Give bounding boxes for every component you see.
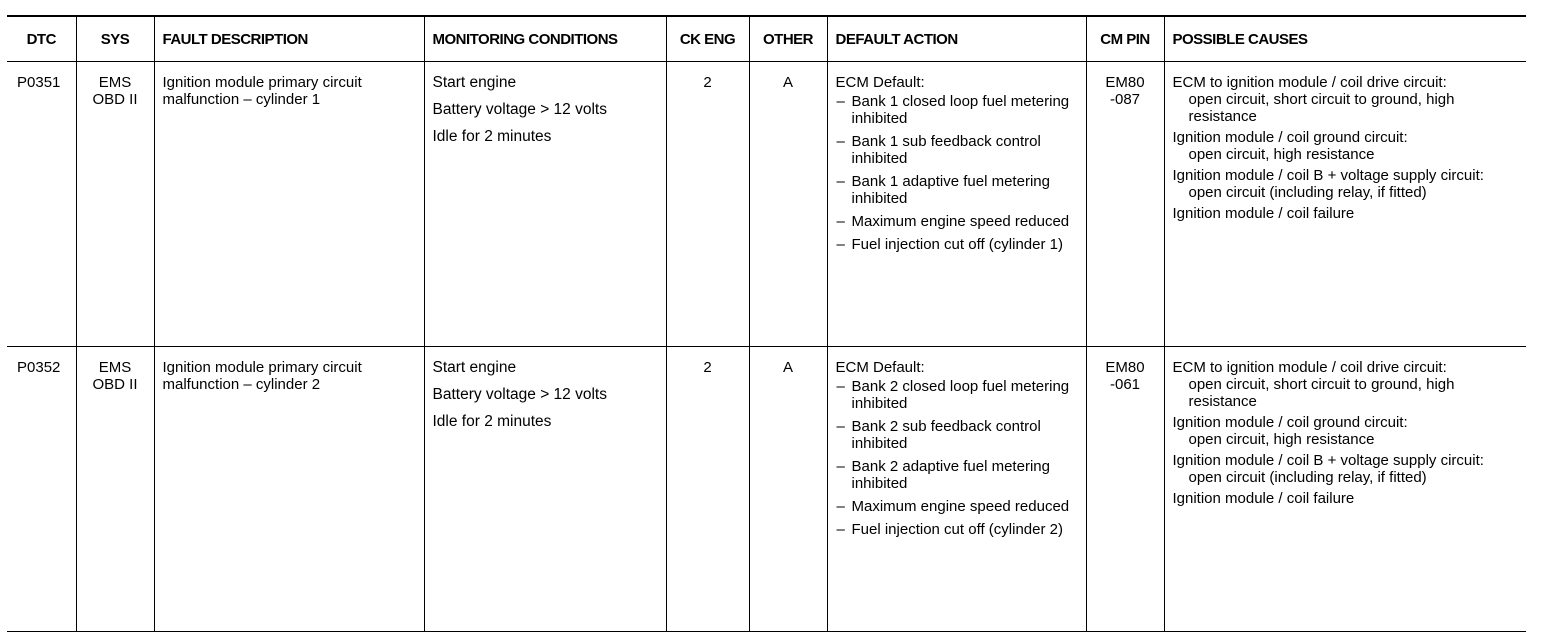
column-header-monitoring-conditions: MONITORING CONDITIONS bbox=[424, 16, 666, 62]
default-action-item: – Bank 2 sub feedback control inhibited bbox=[836, 418, 1041, 452]
possible-cause bbox=[1165, 452, 1527, 486]
monitoring-condition: Idle for 2 minutes bbox=[432, 128, 552, 145]
monitoring-conditions-cell bbox=[424, 347, 666, 632]
possible-cause bbox=[1165, 414, 1527, 448]
default-action-text: Bank 2 closed loop fuel metering inhibited bbox=[851, 378, 1070, 412]
column-header-other: OTHER bbox=[749, 16, 827, 62]
possible-cause-main: ECM to ignition module / coil drive circuit: bbox=[1172, 74, 1447, 91]
possible-cause-main: Ignition module / coil failure bbox=[1172, 490, 1355, 507]
possible-cause-main: Ignition module / coil failure bbox=[1172, 205, 1355, 222]
default-action-item: – Maximum engine speed reduced bbox=[836, 498, 1070, 515]
column-header-possible-causes: POSSIBLE CAUSES bbox=[1164, 16, 1526, 62]
possible-cause-detail: open circuit, short circuit to ground, high resistance bbox=[1188, 376, 1455, 410]
sys-line: EMS bbox=[98, 74, 132, 91]
possible-cause-detail: open circuit (including relay, if fitted) bbox=[1188, 469, 1427, 486]
possible-cause-main: ECM to ignition module / coil drive circuit: bbox=[1172, 359, 1447, 376]
cm-pin-line: EM80 bbox=[1105, 74, 1145, 91]
dtc-cell: P0351 bbox=[17, 74, 61, 91]
default-action-text: Bank 2 adaptive fuel metering inhibited bbox=[851, 458, 1050, 492]
default-action-item: – Bank 1 closed loop fuel metering inhibited bbox=[836, 93, 1070, 127]
sys-line: EMS bbox=[98, 359, 132, 376]
cm-pin-line: EM80 bbox=[1105, 359, 1145, 376]
cm-pin-line: -061 bbox=[1109, 376, 1141, 393]
column-header-default-action: DEFAULT ACTION bbox=[827, 16, 1086, 62]
default-action-item: – Bank 1 sub feedback control inhibited bbox=[836, 133, 1041, 167]
default-action-cell bbox=[827, 62, 1086, 347]
possible-cause-main: Ignition module / coil B + voltage supply circuit: bbox=[1172, 167, 1484, 184]
monitoring-condition: Idle for 2 minutes bbox=[432, 413, 552, 430]
fault-description-cell: Ignition module primary circuit malfunction – cylinder 2 bbox=[154, 347, 424, 632]
monitoring-condition: Start engine bbox=[432, 359, 517, 376]
cm-pin-cell bbox=[1086, 347, 1164, 632]
column-header-dtc: DTC bbox=[26, 30, 56, 48]
column-header-cm-pin: CM PIN bbox=[1086, 16, 1164, 62]
dtc-cell: P0352 bbox=[17, 359, 61, 376]
other-cell: A bbox=[749, 347, 827, 632]
table-row bbox=[7, 347, 1526, 632]
dtc-table bbox=[7, 15, 1526, 632]
possible-cause bbox=[1165, 129, 1527, 163]
default-action-cell bbox=[827, 347, 1086, 632]
default-action-item: – Fuel injection cut off (cylinder 2) bbox=[836, 521, 1063, 538]
default-action-heading: ECM Default: bbox=[835, 359, 925, 376]
monitoring-condition: Start engine bbox=[432, 74, 517, 91]
default-action-item: – Fuel injection cut off (cylinder 1) bbox=[836, 236, 1063, 253]
default-action-heading: ECM Default: bbox=[835, 74, 925, 91]
possible-causes-cell bbox=[1164, 62, 1526, 347]
default-action-text: Bank 1 closed loop fuel metering inhibited bbox=[851, 93, 1070, 127]
ck-eng-cell: 2 bbox=[666, 62, 749, 347]
possible-cause bbox=[1165, 490, 1527, 507]
possible-cause-main: Ignition module / coil ground circuit: bbox=[1172, 129, 1408, 146]
sys-line: OBD II bbox=[92, 376, 138, 393]
column-header-ck-eng: CK ENG bbox=[666, 16, 749, 62]
default-action-text: Bank 1 adaptive fuel metering inhibited bbox=[851, 173, 1050, 207]
possible-cause-detail: open circuit, short circuit to ground, high resistance bbox=[1188, 91, 1455, 125]
cm-pin-cell bbox=[1086, 62, 1164, 347]
monitoring-condition: Battery voltage > 12 volts bbox=[432, 101, 607, 118]
cm-pin-line: -087 bbox=[1109, 91, 1141, 108]
default-action-item: – Maximum engine speed reduced bbox=[836, 213, 1070, 230]
possible-cause bbox=[1165, 167, 1527, 201]
possible-cause-detail: open circuit, high resistance bbox=[1188, 431, 1375, 448]
default-action-text: Fuel injection cut off (cylinder 1) bbox=[851, 236, 1063, 253]
default-action-text: Maximum engine speed reduced bbox=[851, 498, 1070, 515]
ck-eng-cell: 2 bbox=[666, 347, 749, 632]
default-action-text: Bank 1 sub feedback control inhibited bbox=[851, 133, 1041, 167]
table-row bbox=[7, 62, 1526, 347]
fault-description-cell: Ignition module primary circuit malfunction – cylinder 1 bbox=[154, 62, 424, 347]
possible-cause-main: Ignition module / coil B + voltage supply circuit: bbox=[1172, 452, 1484, 469]
possible-cause bbox=[1165, 359, 1527, 410]
header-row bbox=[7, 16, 1526, 62]
possible-cause bbox=[1165, 74, 1527, 125]
possible-cause-detail: open circuit, high resistance bbox=[1188, 146, 1375, 163]
possible-cause-detail: open circuit (including relay, if fitted) bbox=[1188, 184, 1427, 201]
default-action-item: – Bank 2 closed loop fuel metering inhibited bbox=[836, 378, 1070, 412]
default-action-text: Fuel injection cut off (cylinder 2) bbox=[851, 521, 1063, 538]
monitoring-conditions-cell bbox=[424, 62, 666, 347]
possible-causes-cell bbox=[1164, 347, 1526, 632]
sys-line: OBD II bbox=[92, 91, 138, 108]
default-action-text: Bank 2 sub feedback control inhibited bbox=[851, 418, 1041, 452]
column-header-fault-description: FAULT DESCRIPTION bbox=[154, 16, 424, 62]
sys-cell bbox=[76, 347, 154, 632]
possible-cause-main: Ignition module / coil ground circuit: bbox=[1172, 414, 1408, 431]
monitoring-condition: Battery voltage > 12 volts bbox=[432, 386, 607, 403]
column-header-sys: SYS bbox=[76, 16, 154, 62]
possible-cause bbox=[1165, 205, 1527, 222]
table-body bbox=[7, 62, 1526, 632]
sys-cell bbox=[76, 62, 154, 347]
default-action-text: Maximum engine speed reduced bbox=[851, 213, 1070, 230]
other-cell: A bbox=[749, 62, 827, 347]
default-action-item: – Bank 1 adaptive fuel metering inhibited bbox=[836, 173, 1050, 207]
default-action-item: – Bank 2 adaptive fuel metering inhibited bbox=[836, 458, 1050, 492]
